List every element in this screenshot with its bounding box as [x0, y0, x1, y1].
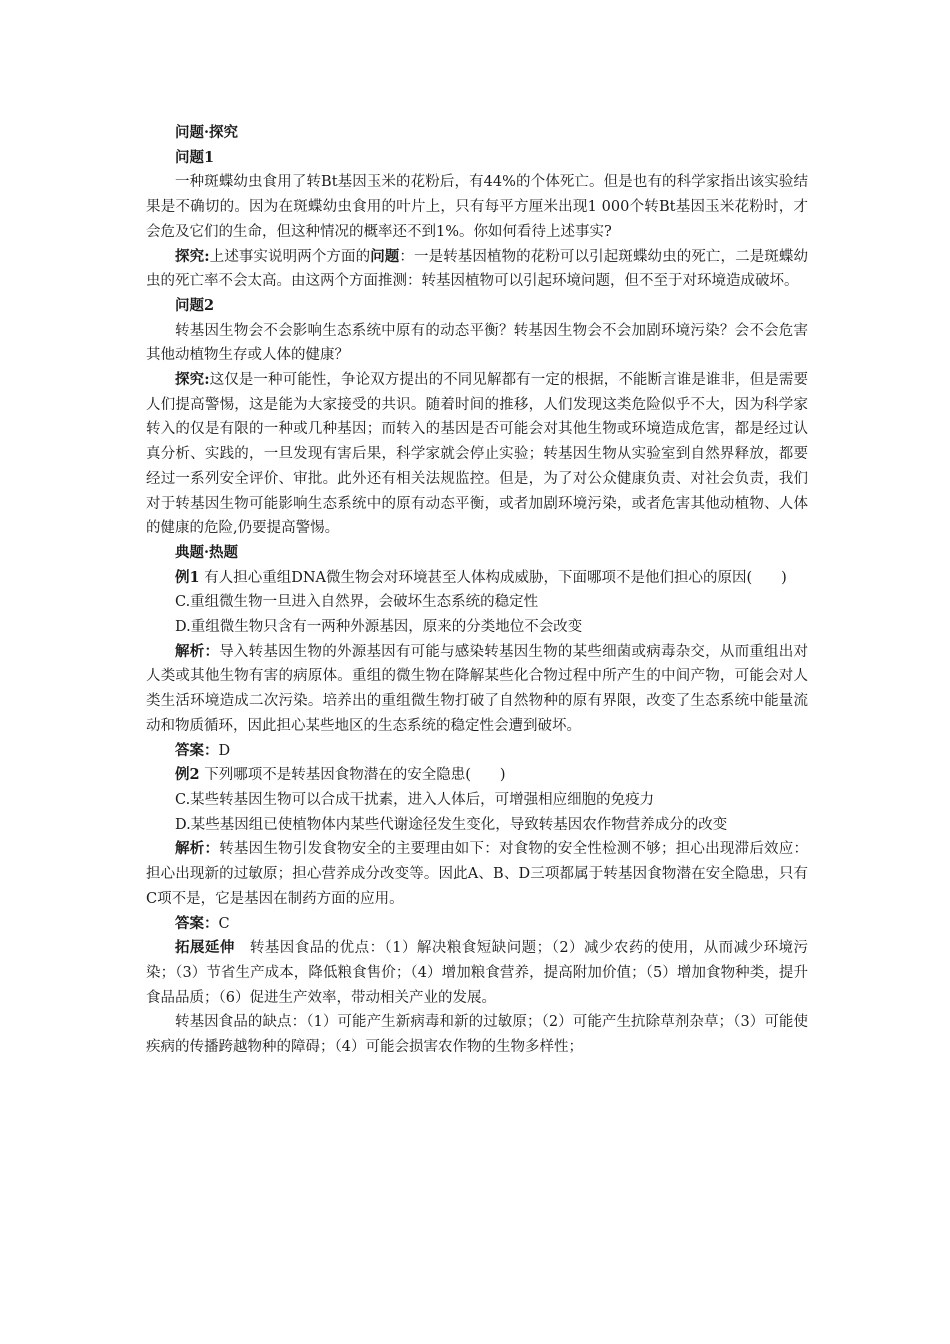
question-1-text: 一种斑蝶幼虫食用了转Bt基因玉米的花粉后，有44%的个体死亡。但是也有的科学家指出该实验结果是不确切的。因为在斑蝶幼虫食用的叶片上，只有每平方厘米出现1 000个转Bt基因玉米花粉时，才会危及它们的生命，但这种情况的概率还不到1%。你如何看待上述事实?: [146, 174, 808, 240]
extension-pros-text: 转基因食品的优点：（1）解决粮食短缺问题；（2）减少农药的使用，从而减少环境污染；（3）节省生产成本，降低粮食售价；（4）增加粮食营养，提高附加价值；（5）增加食物种类，提升食品品质；（6）促进生产效率，带动相关产业的发展。: [146, 940, 809, 1006]
example-1-answer: [146, 739, 808, 764]
extension-cons: 转基因食品的缺点：（1）可能产生新病毒和新的过敏原；（2）可能产生抗除草剂杂草；（3）可能使疾病的传播跨越物种的障碍；（4）可能会损害农作物的生物多样性；: [146, 1014, 808, 1056]
analysis-text: 导入转基因生物的外源基因有可能与感染转基因生物的某些细菌或病毒杂交，从而重组出对人类或其他生物有害的病原体。重组的微生物在降解某些化合物过程中所产生的中间产物，可能会对人类生活环境造成二次污染。培养出的重组微生物打破了自然物种的原有界限，改变了生态系统中能量流动和物质循环，因此担心某些地区的生态系统的稳定性会遭到破坏。: [146, 643, 809, 734]
section-title-problem-explore: 问题·探究: [175, 124, 239, 141]
example-2-stem: [146, 763, 808, 788]
example-stem-text: 下列哪项不是转基因食物潜在的安全隐患( ): [199, 767, 506, 784]
example-1-analysis: [146, 640, 808, 739]
example-2-option-c: C.某些转基因生物可以合成干扰素，进入人体后，可增强相应细胞的免疫力: [175, 791, 655, 808]
example-2-analysis: [146, 837, 808, 911]
example-1-option-d: D.重组微生物只含有一两种外源基因，原来的分类地位不会改变: [175, 619, 583, 636]
explore-label: 探究:: [175, 247, 210, 265]
extension-pros: [146, 936, 808, 1010]
analysis-label: 解析：: [175, 840, 220, 858]
section-title-typical-problems: 典题·热题: [175, 543, 239, 561]
answer-value: D: [218, 742, 231, 759]
answer-label: 答案：: [175, 741, 219, 759]
example-label: 例2: [175, 766, 200, 784]
question-2-text: 转基因生物会不会影响生态系统中原有的动态平衡？转基因生物会不会加剧环境污染？会不会危害其他动植物生存或人体的健康？: [146, 322, 808, 364]
example-stem-text: 有人担心重组DNA微生物会对环境甚至人体构成威胁，下面哪项不是他们担心的原因( ): [199, 569, 787, 586]
explore-text-b: ：一是转基因植物的花粉可以引起斑蝶幼虫的死亡，二是斑蝶幼虫的死亡率不会太高。由这两个方面推测：转基因植物可以引起环境问题，但不至于对环境造成破坏。: [146, 248, 809, 290]
example-1-option-c: C.重组微生物一旦进入自然界，会破坏生态系统的稳定性: [175, 594, 539, 611]
example-1-stem: [146, 566, 808, 591]
analysis-text: 转基因生物引发食物安全的主要理由如下：对食物的安全性检测不够；担心出现滞后效应：担心出现新的过敏原；担心营养成分改变等。因此A、B、D三项都属于转基因食物潜在安全隐患，只有C项不是，它是基因在制药方面的应用。: [146, 841, 809, 907]
question-2-explore: [146, 368, 808, 541]
explore-text: 这仅是一种可能性，争论双方提出的不同见解都有一定的根据，不能断言谁是谁非，但是需要人们提高警惕，这是能为大家接受的共识。随着时间的推移，人们发现这类危险似乎不大，因为科学家转入的仅是有限的一种或几种基因；而转入的基因是否可能会对其他生物或环境造成危害，都是经过认真分析、实践的，一旦发现有害后果，科学家就会停止实验；转基因生物从实验室到自然界释放，都要经过一系列安全评价、审批。此外还有相关法规监控。但是，为了对公众健康负责、对社会负责，我们对于转基因生物可能影响生态系统中的原有动态平衡，或者加剧环境污染，或者危害其他动植物、人体的健康的危险,仍要提高警惕。: [146, 372, 808, 537]
question-1-title: 问题1: [175, 148, 215, 166]
answer-value: C: [218, 915, 230, 932]
document-page: [146, 121, 808, 1060]
explore-text-a: 上述事实说明两个方面的: [209, 248, 371, 265]
analysis-label: 解析：: [175, 642, 220, 660]
answer-label: 答案：: [175, 914, 219, 932]
question-1-explore: [146, 245, 808, 294]
example-2-answer: [146, 912, 808, 937]
extension-label: 拓展延伸: [175, 939, 235, 957]
example-2-option-d: D.某些基因组已使植物体内某些代谢途径发生变化，导致转基因农作物营养成分的改变: [175, 816, 728, 833]
question-2-title: 问题2: [175, 296, 215, 314]
example-label: 例1: [175, 568, 200, 586]
explore-keyword: 问题: [370, 247, 400, 265]
explore-label: 探究:: [175, 371, 210, 389]
